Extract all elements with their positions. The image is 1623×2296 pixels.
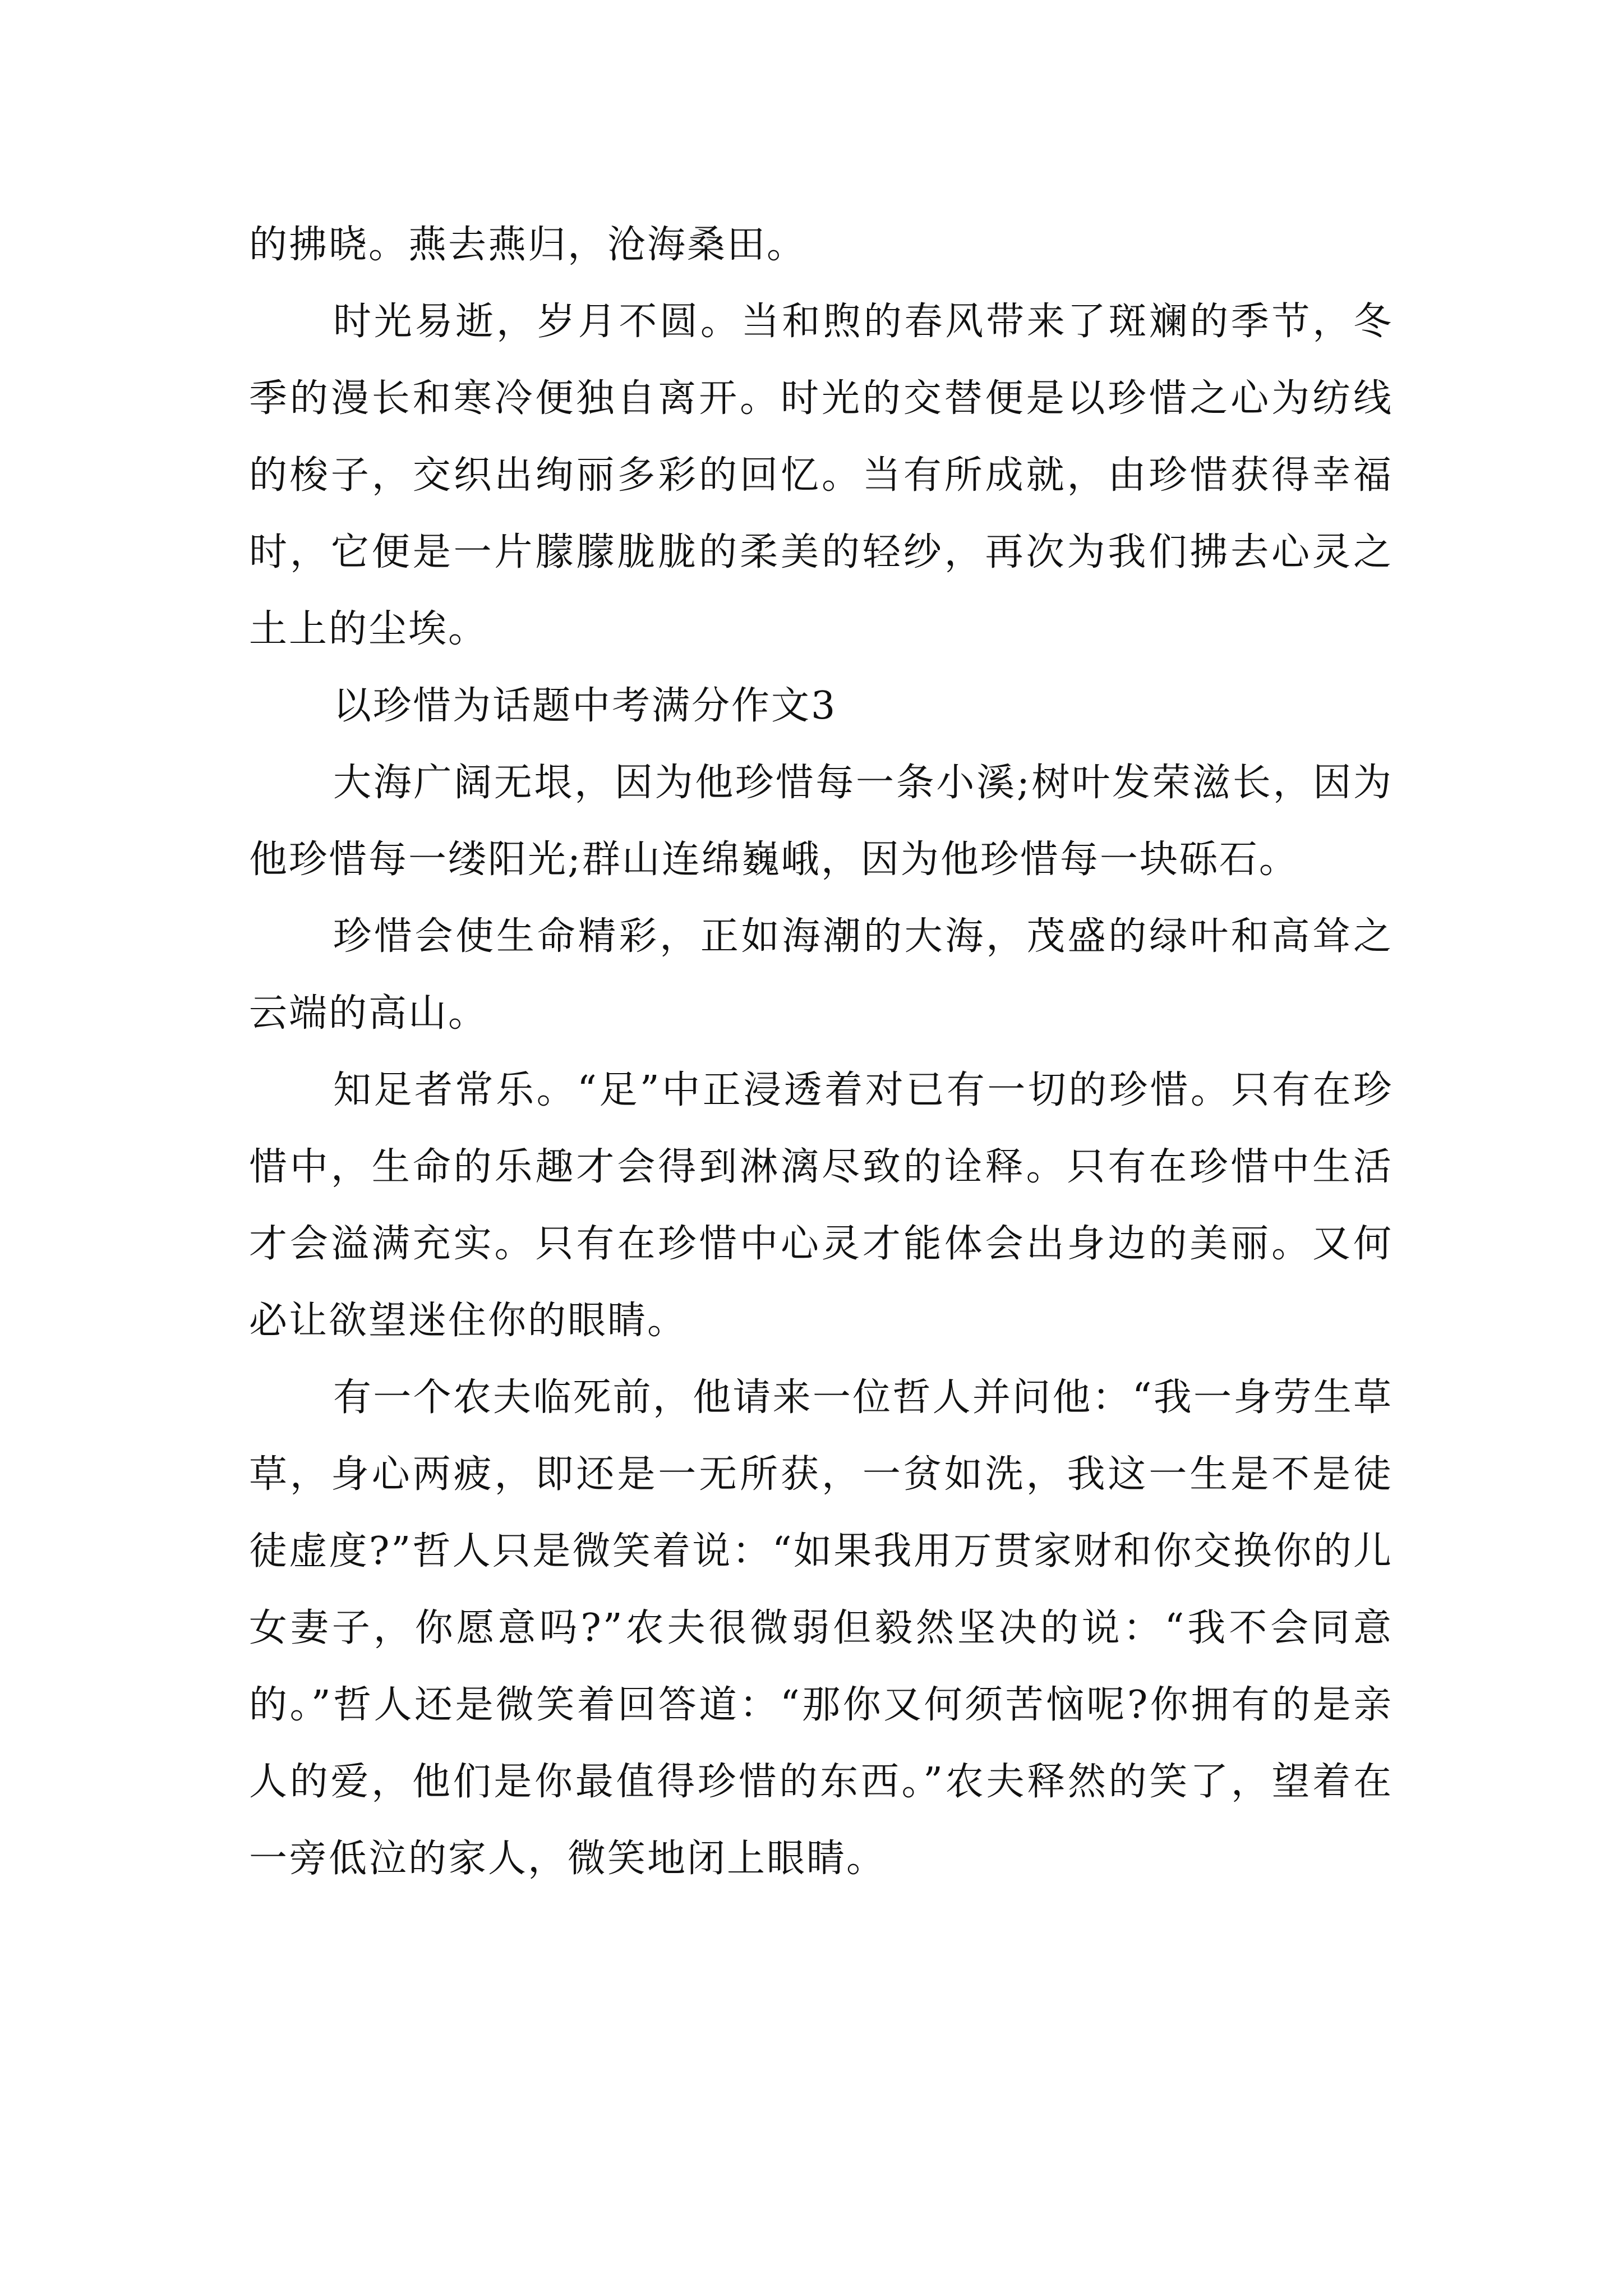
paragraph-farmer-story: 有一个农夫临死前，他请来一位哲人并问他：“我一身劳生草草，身心两疲，即还是一无所获，一贫如洗，我这一生是不是徒徒虚度?”哲人只是微笑着说：“如果我用万贯家财和你交换你的儿女妻子，你愿意吗?”农夫很微弱但毅然坚决的说：“我不会同意的。”哲人还是微笑着回答道：“那你又何须苦恼呢?你拥有的是亲人的爱，他们是你最值得珍惜的东西。”农夫释然的笑了，望着在一旁低泣的家人，微笑地闭上眼睛。 xyxy=(249,1375,1394,1881)
paragraph-cherish-makes-life-splendid: 珍惜会使生命精彩，正如海潮的大海，茂盛的绿叶和高耸之云端的高山。 xyxy=(249,914,1393,1036)
paragraph-continuation: 的拂晓。燕去燕归，沧海桑田。 xyxy=(249,223,807,267)
essay-body xyxy=(249,206,1393,1897)
essay-title-3: 以珍惜为话题中考满分作文3 xyxy=(333,684,837,728)
paragraph-time-passes: 时光易逝，岁月不圆。当和煦的春风带来了斑斓的季节，冬季的漫长和寒冷便独自离开。时光的交替便是以珍惜之心为纺线的梭子，交织出绚丽多彩的回忆。当有所成就，由珍惜获得幸福时，它便是一片朦朦胧胧的柔美的轻纱，再次为我们拂去心灵之土上的尘埃。 xyxy=(249,300,1393,651)
paragraph-contentment: 知足者常乐。“足”中正浸透着对已有一切的珍惜。只有在珍惜中，生命的乐趣才会得到淋漓尽致的诠释。只有在珍惜中生活才会溢满充实。只有在珍惜中心灵才能体会出身边的美丽。又何必让欲望迷住你的眼睛。 xyxy=(249,1068,1393,1343)
paragraph-ocean-leaves-mountains: 大海广阔无垠，因为他珍惜每一条小溪;树叶发荣滋长，因为他珍惜每一缕阳光;群山连绵巍峨，因为他珍惜每一块砾石。 xyxy=(249,761,1393,882)
